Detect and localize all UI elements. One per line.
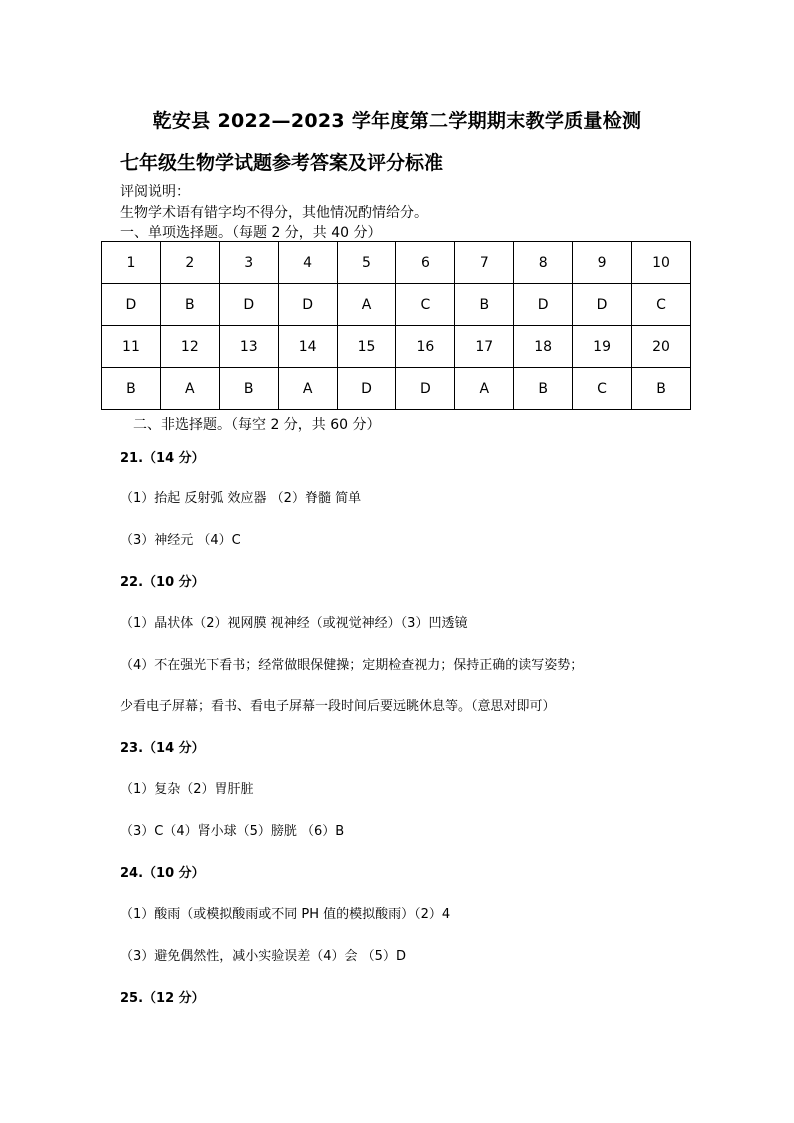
answer-cell: D xyxy=(514,284,573,326)
answer-cell: D xyxy=(102,284,161,326)
section1-heading: 一、单项选择题。（每题 2 分，共 40 分） xyxy=(120,225,382,241)
answer-cell: A xyxy=(337,284,396,326)
question-23-title: 23.（14 分） xyxy=(120,741,205,756)
question-number-cell: 10 xyxy=(632,242,691,284)
answer-cell: D xyxy=(573,284,632,326)
answer-cell: B xyxy=(632,368,691,410)
answer-line: （1）晶状体（2）视网膜 视神经（或视觉神经）（3）凹透镜 xyxy=(120,616,468,631)
answer-cell: B xyxy=(102,368,161,410)
question-number-cell: 17 xyxy=(455,326,514,368)
notes-text: 生物学术语有错字均不得分，其他情况酌情给分。 xyxy=(120,205,428,221)
question-number-cell: 15 xyxy=(337,326,396,368)
table-row xyxy=(102,284,691,326)
answer-cell: D xyxy=(219,284,278,326)
answer-cell: B xyxy=(160,284,219,326)
answer-line: （1）抬起 反射弧 效应器 （2）脊髓 简单 xyxy=(120,491,362,506)
answer-cell: D xyxy=(337,368,396,410)
question-number-cell: 3 xyxy=(219,242,278,284)
answer-cell: A xyxy=(160,368,219,410)
table-row xyxy=(102,368,691,410)
section2-heading: 二、非选择题。（每空 2 分，共 60 分） xyxy=(133,417,381,433)
answer-line: （3）避免偶然性，减小实验误差（4）会 （5）D xyxy=(120,949,406,964)
question-22-title: 22.（10 分） xyxy=(120,575,205,590)
answer-cell: B xyxy=(219,368,278,410)
question-number-cell: 20 xyxy=(632,326,691,368)
answer-cell: A xyxy=(278,368,337,410)
answer-cell: C xyxy=(573,368,632,410)
question-number-cell: 9 xyxy=(573,242,632,284)
answer-cell: B xyxy=(514,368,573,410)
page-subtitle: 七年级生物学试题参考答案及评分标准 xyxy=(120,152,444,174)
answer-cell: D xyxy=(396,368,455,410)
question-number-cell: 7 xyxy=(455,242,514,284)
question-number-cell: 1 xyxy=(102,242,161,284)
answer-line: （3）神经元 （4）C xyxy=(120,533,241,548)
question-number-cell: 6 xyxy=(396,242,455,284)
question-number-cell: 5 xyxy=(337,242,396,284)
answer-cell: D xyxy=(278,284,337,326)
question-number-cell: 16 xyxy=(396,326,455,368)
answer-cell: B xyxy=(455,284,514,326)
answer-line: （3）C（4）肾小球（5）膀胱 （6）B xyxy=(120,824,345,839)
answer-table xyxy=(101,241,691,410)
answer-cell: C xyxy=(632,284,691,326)
table-row xyxy=(102,242,691,284)
question-number-cell: 14 xyxy=(278,326,337,368)
page-title: 乾安县 2022—2023 学年度第二学期期末教学质量检测 xyxy=(152,110,642,132)
question-25-title: 25.（12 分） xyxy=(120,991,205,1006)
question-21-title: 21.（14 分） xyxy=(120,451,205,466)
answer-line: （1）复杂（2）胃肝脏 xyxy=(120,782,254,797)
table-row xyxy=(102,326,691,368)
question-number-cell: 19 xyxy=(573,326,632,368)
question-number-cell: 12 xyxy=(160,326,219,368)
notes-heading: 评阅说明： xyxy=(120,184,190,200)
answer-line: （4）不在强光下看书；经常做眼保健操；定期检查视力；保持正确的读写姿势； xyxy=(120,658,584,673)
question-number-cell: 11 xyxy=(102,326,161,368)
answer-line: （1）酸雨（或模拟酸雨或不同 PH 值的模拟酸雨）（2）4 xyxy=(120,907,451,922)
question-24-title: 24.（10 分） xyxy=(120,866,205,881)
question-number-cell: 18 xyxy=(514,326,573,368)
question-number-cell: 8 xyxy=(514,242,573,284)
question-number-cell: 13 xyxy=(219,326,278,368)
answer-line: 少看电子屏幕；看书、看电子屏幕一段时间后要远眺休息等。（意思对即可） xyxy=(120,699,556,714)
answer-cell: C xyxy=(396,284,455,326)
answer-cell: A xyxy=(455,368,514,410)
question-number-cell: 2 xyxy=(160,242,219,284)
question-number-cell: 4 xyxy=(278,242,337,284)
